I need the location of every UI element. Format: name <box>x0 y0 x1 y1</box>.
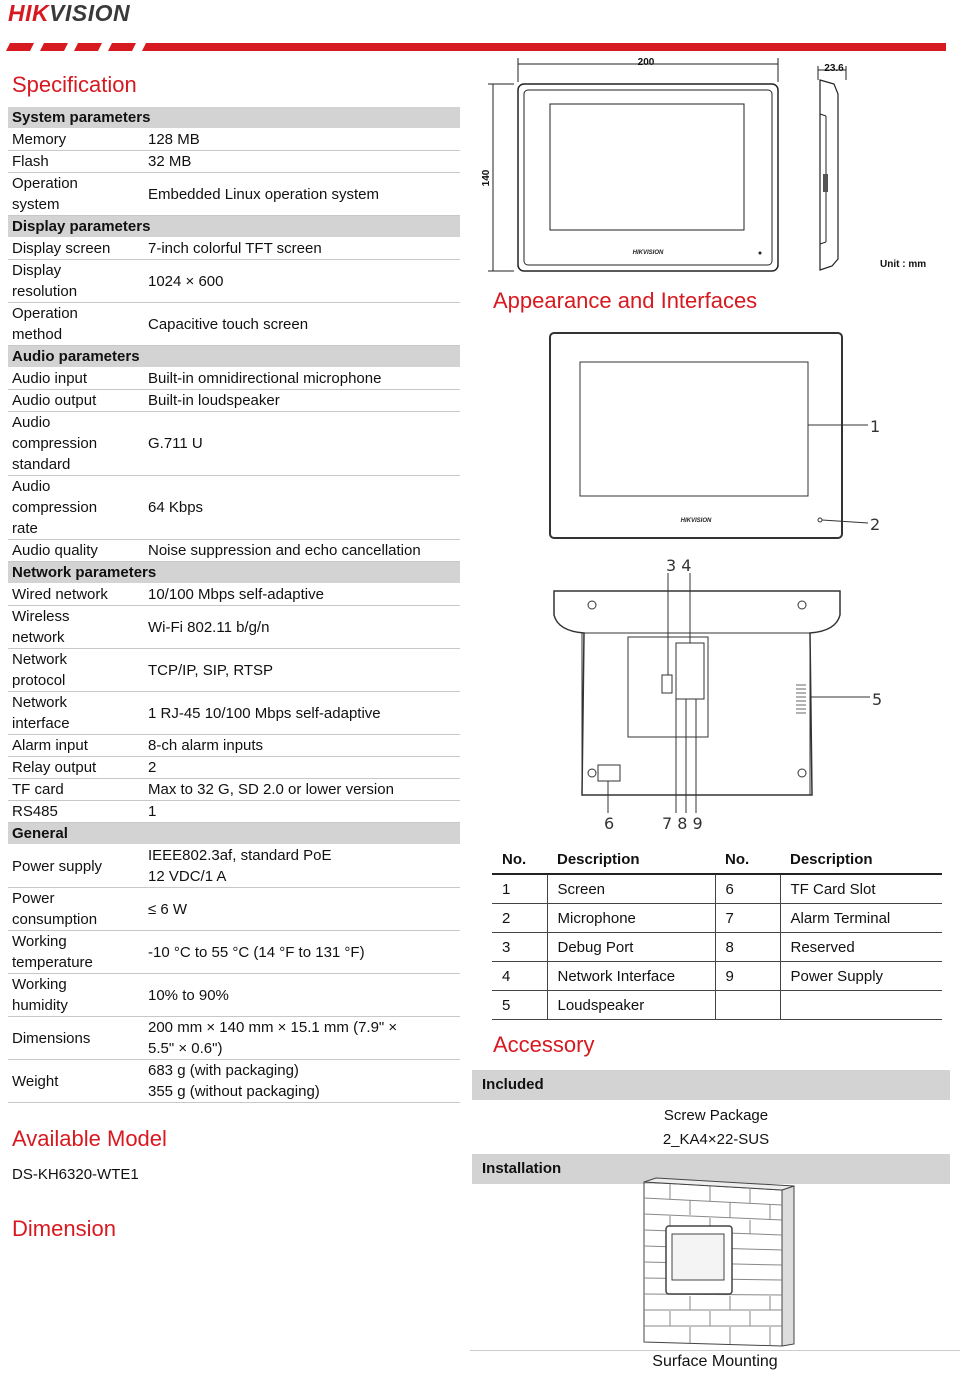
specification-heading: Specification <box>12 72 137 97</box>
mounting-caption: Surface Mounting <box>470 1350 960 1371</box>
accessory-table <box>472 1070 950 1184</box>
callout-3-4: 3 4 <box>666 556 692 575</box>
section-display: Display parameters <box>8 216 460 238</box>
table-row: 5 Loudspeaker <box>492 991 942 1020</box>
section-network: Network parameters <box>8 562 460 584</box>
spec-row-relay: Relay output 2 <box>8 757 460 779</box>
front-logo: HIKVISION <box>680 518 712 524</box>
table-header: No. Description No. Description <box>492 845 942 874</box>
dimension-heading: Dimension <box>12 1216 116 1241</box>
appearance-drawing <box>540 325 900 835</box>
brand-logo: HIKVISION <box>8 0 131 26</box>
spec-row-protocol: Network protocol TCP/IP, SIP, RTSP <box>8 649 460 692</box>
spec-row-interface: Network interface 1 RJ-45 10/100 Mbps self-adaptive <box>8 692 460 735</box>
spec-row-dimensions: Dimensions 200 mm × 140 mm × 15.1 mm (7.9" × 5.5" × 0.6") <box>8 1017 460 1060</box>
spec-row-memory: Memory 128 MB <box>8 129 460 151</box>
appearance-heading: Appearance and Interfaces <box>493 288 758 313</box>
model-number: DS-KH6320-WTE1 <box>12 1166 139 1183</box>
width-label: 200 <box>637 57 655 68</box>
spec-row-power-consumption: Power consumption ≤ 6 W <box>8 888 460 931</box>
spec-row-audio-quality: Audio quality Noise suppression and echo cancellation <box>8 540 460 562</box>
unit-label: Unit : mm <box>880 259 927 270</box>
height-label: 140 <box>481 169 492 187</box>
table-row: 4 Network Interface 9 Power Supply <box>492 962 942 991</box>
spec-row-audio-output: Audio output Built-in loudspeaker <box>8 390 460 412</box>
spec-row-screen: Display screen 7-inch colorful TFT screen <box>8 238 460 260</box>
surface-mounting-illustration <box>470 1176 960 1348</box>
spec-row-temperature: Working temperature -10 °C to 55 °C (14 °F to 131 °F) <box>8 931 460 974</box>
spec-row-wired: Wired network 10/100 Mbps self-adaptive <box>8 584 460 606</box>
screw-package: Screw Package <box>663 1107 769 1124</box>
table-row: 2 Microphone 7 Alarm Terminal <box>492 904 942 933</box>
spec-row-os: Operation system Embedded Linux operation system <box>8 173 460 216</box>
included-row: Included <box>472 1070 950 1100</box>
accessory-heading: Accessory <box>493 1032 595 1057</box>
header-stripe <box>6 43 946 51</box>
dimension-drawing <box>478 54 948 284</box>
spec-row-humidity: Working humidity 10% to 90% <box>8 974 460 1017</box>
spec-row-tf: TF card Max to 32 G, SD 2.0 or lower version <box>8 779 460 801</box>
callout-1: 1 <box>870 417 881 436</box>
table-row: 3 Debug Port 8 Reserved <box>492 933 942 962</box>
spec-row-audio-input: Audio input Built-in omnidirectional microphone <box>8 368 460 390</box>
spec-row-wireless: Wireless network Wi-Fi 802.11 b/g/n <box>8 606 460 649</box>
spec-table <box>8 107 460 1103</box>
spec-row-rs485: RS485 1 <box>8 801 460 823</box>
table-row: 1 Screen 6 TF Card Slot <box>492 874 942 904</box>
spec-row-operation-method: Operation method Capacitive touch screen <box>8 303 460 346</box>
spec-row-power-supply: Power supply IEEE802.3af, standard PoE 12 VDC/1 A <box>8 845 460 888</box>
section-audio: Audio parameters <box>8 346 460 368</box>
available-model-heading: Available Model <box>12 1126 167 1151</box>
spec-row-compression-standard: Audio compression standard G.711 U <box>8 412 460 476</box>
callout-7-8-9: 7 8 9 <box>662 814 703 833</box>
front-logo: HIKVISION <box>632 250 664 256</box>
installation-row: Installation <box>472 1154 950 1184</box>
spec-row-flash: Flash 32 MB <box>8 151 460 173</box>
screw-spec: 2_KA4×22-SUS <box>662 1131 770 1148</box>
callout-5: 5 <box>872 690 883 709</box>
spec-row-resolution: Display resolution 1024 × 600 <box>8 260 460 303</box>
section-general: General <box>8 823 460 845</box>
callout-2: 2 <box>870 515 881 534</box>
spec-row-alarm: Alarm input 8-ch alarm inputs <box>8 735 460 757</box>
callout-6: 6 <box>604 814 615 833</box>
spec-row-weight: Weight 683 g (with packaging) 355 g (without packaging) <box>8 1060 460 1103</box>
interfaces-table <box>492 845 942 1020</box>
section-system: System parameters <box>8 107 460 129</box>
spec-row-compression-rate: Audio compression rate 64 Kbps <box>8 476 460 540</box>
depth-label: 23.6 <box>824 63 844 74</box>
